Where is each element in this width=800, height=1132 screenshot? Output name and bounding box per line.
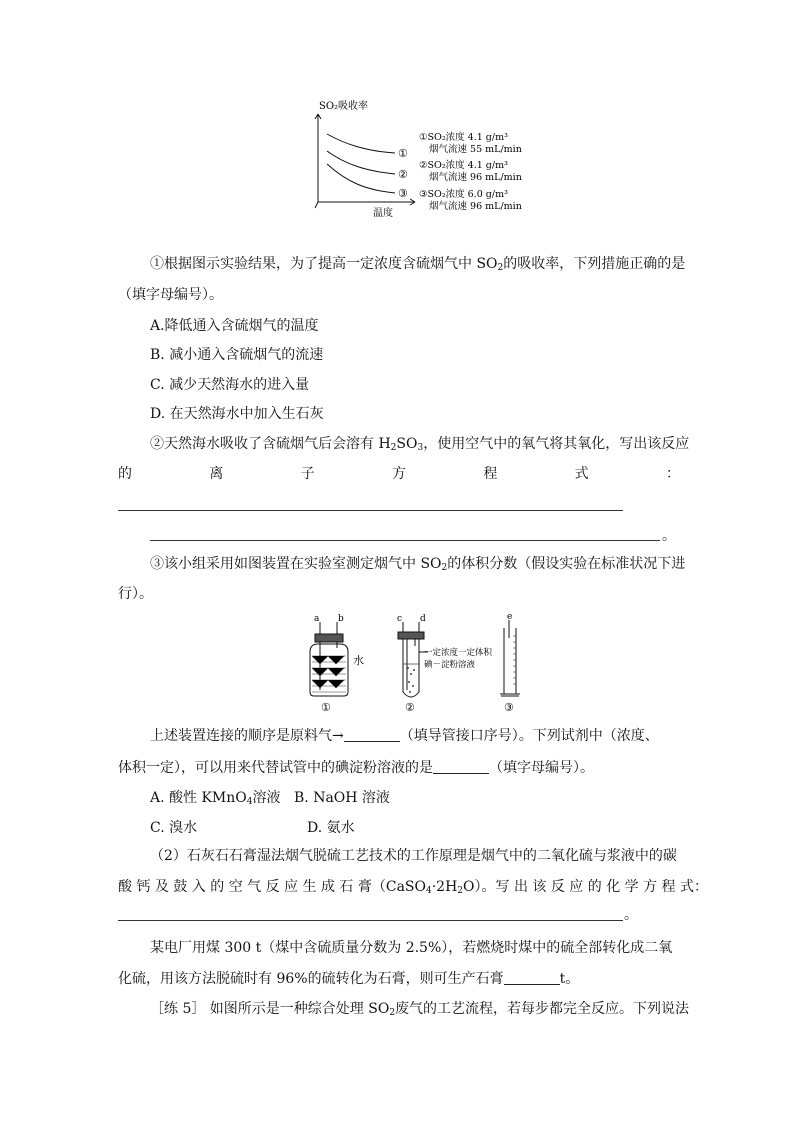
q5-line2: 酸 钙 及 鼓 入 的 空 气 反 应 生 成 石 膏$(CaSO_4\cdot 2H_2O)$。写 出 该 反 应 的 化 学 方 程 式： [118, 879, 709, 896]
q4-option-a: A. 酸性 KMnO$_4$溶液 [150, 790, 281, 807]
curve-2 [327, 151, 395, 174]
y-axis-label: SO₂吸收率 [319, 101, 369, 112]
q4-option-c: C. 溴水 [150, 820, 198, 836]
spread-char: ： [665, 466, 680, 482]
apparatus-figure [300, 612, 540, 714]
q2-answer-line-2[interactable] [150, 540, 660, 541]
q3-stem-line1: ③该小组采用如图装置在实验室测定烟气中 $SO_2$的体积分数（假设实验在标准状况下进 [150, 556, 686, 573]
port-a: a [314, 614, 320, 624]
curve-label-2: ② [398, 168, 408, 181]
q1-stem-line2: （填字母编号）。 [118, 287, 223, 303]
x-axis-label: 温度 [373, 208, 393, 219]
curve-3 [327, 164, 395, 193]
q6-line2: 化硫，用该方法脱硫时有 96%的硫转化为石膏，则可生产石膏 t。 [118, 971, 580, 987]
reagent-choice-blank[interactable] [433, 759, 489, 774]
legend-1-line2: 烟气流速 55 mL/min [429, 144, 522, 155]
q5-line1: （2）石灰石石膏湿法烟气脱硫工艺技术的工作原理是烟气中的二氧化硫与浆液中的碳 [150, 848, 677, 864]
q4-line2: 体积一定），可以用来代替试管中的碘淀粉溶液的是 （填字母编号）。 [118, 760, 594, 776]
q4-option-b: B. NaOH 溶液 [294, 790, 390, 806]
q1-option-c: C. 减少天然海水的进入量 [150, 377, 310, 393]
apparatus-1-number: ① [321, 701, 331, 714]
water-label: 水 [353, 654, 364, 667]
reagent-note-1: 一定浓度一定体积 [424, 648, 493, 658]
q2-answer-line-1[interactable] [118, 510, 623, 511]
spread-char: 的 [118, 466, 132, 482]
legend-1-line1: ①SO₂浓度 4.1 g/m³ [419, 132, 508, 143]
absorption-curve-figure [305, 96, 535, 220]
apparatus-2-number: ② [405, 701, 415, 714]
q1-option-b: B. 减小通入含硫烟气的流速 [150, 347, 324, 363]
q4-line1: 上述装置连接的顺序是原料气→ （填导管接口序号）。下列试剂中（浓度、 [150, 728, 659, 744]
q5-answer-line[interactable] [118, 920, 623, 921]
reagent-note-2: 碘－淀粉溶液 [424, 660, 476, 670]
curve-label-1: ① [398, 147, 408, 160]
spread-char: 子 [300, 466, 315, 482]
q4-option-d: D. 氨水 [307, 820, 355, 836]
legend-3-line1: ③SO₂浓度 6.0 g/m³ [419, 189, 508, 200]
legend-2-line2: 烟气流速 96 mL/min [429, 172, 522, 183]
spread-char: 离 [209, 466, 224, 482]
q3-stem-line2: 行）。 [118, 586, 153, 602]
q2-stem-line1: ②天然海水吸收了含硫烟气后会溶有 $H_2SO_3$，使用空气中的氧气将其氧化，写出该反应 [150, 436, 690, 453]
legend-3-line2: 烟气流速 96 mL/min [429, 201, 522, 212]
curve-1 [327, 134, 395, 153]
q2-spread-line [118, 464, 680, 484]
q7-line: ［练 5］ 如图所示是一种综合处理 $SO_2$废气的工艺流程，若每步都完全反应。下列说法 [150, 1001, 690, 1018]
port-e: e [507, 612, 513, 622]
port-b: b [338, 614, 344, 624]
q1-stem-line1: ①根据图示实验结果，为了提高一定浓度含硫烟气中 $SO_2$的吸收率，下列措施正确的是 [150, 256, 686, 273]
spread-char: 方 [391, 466, 406, 482]
q1-option-d: D. 在天然海水中加入生石灰 [150, 406, 324, 422]
gypsum-mass-blank[interactable] [504, 970, 560, 985]
q2-end-mark: 。 [662, 528, 676, 544]
curve-label-3: ③ [398, 187, 408, 200]
q5-end-mark: 。 [624, 907, 638, 923]
q6-line1: 某电厂用煤 300 t（煤中含硫质量分数为 2.5%），若燃烧时煤中的硫全部转化成二氧 [150, 940, 673, 956]
connection-order-blank[interactable] [344, 727, 400, 742]
port-c: c [397, 614, 403, 624]
spread-char: 式 [574, 466, 589, 482]
port-d: d [420, 614, 426, 624]
apparatus-3-number: ③ [504, 701, 514, 714]
spread-char: 程 [483, 466, 498, 482]
legend-2-line1: ②SO₂浓度 4.1 g/m³ [419, 160, 508, 171]
q1-option-a: A.降低通入含硫烟气的温度 [150, 318, 319, 334]
